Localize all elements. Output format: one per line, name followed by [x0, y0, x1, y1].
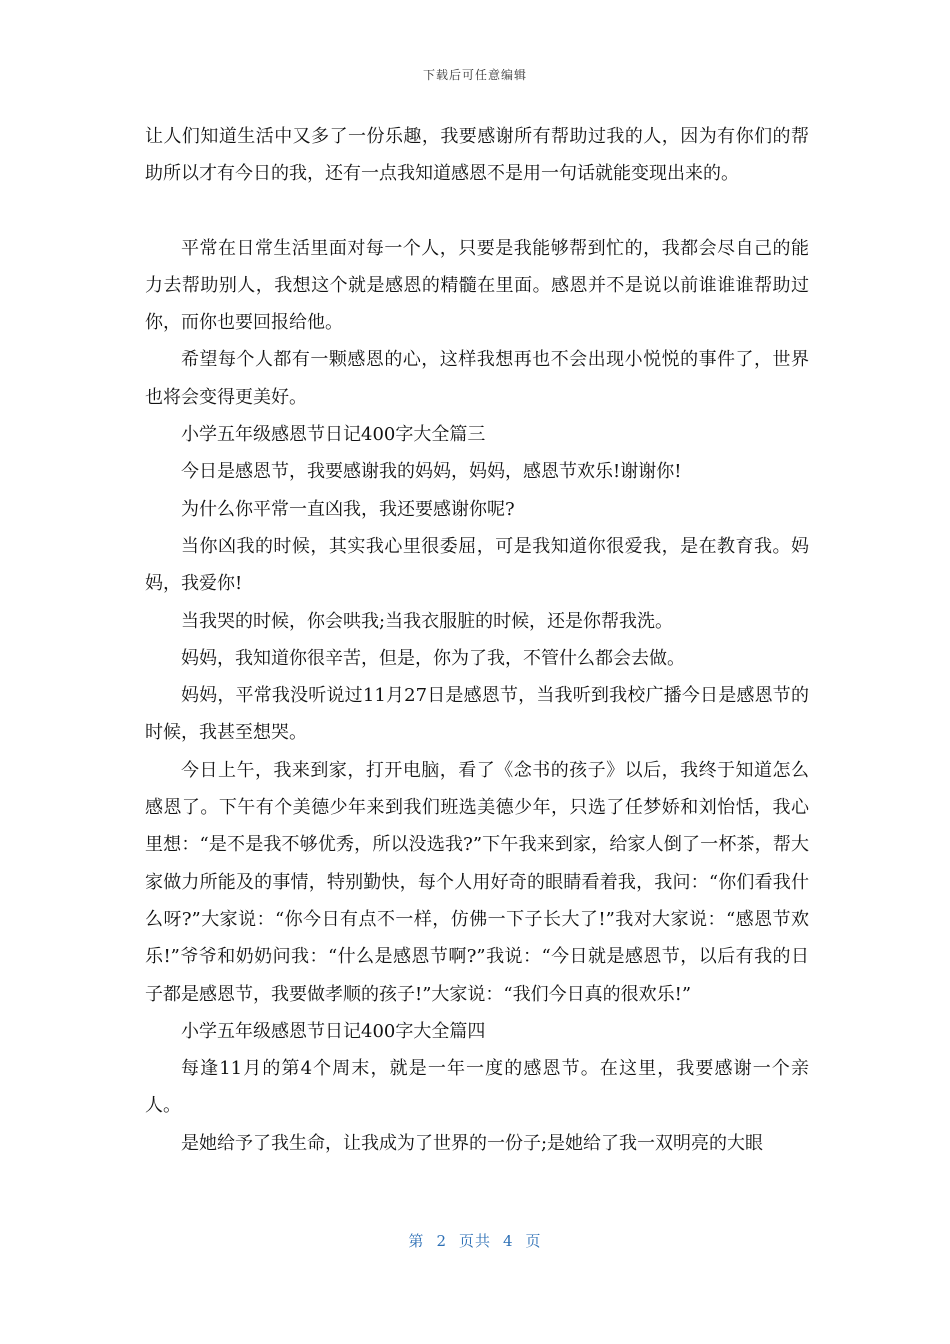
- paragraph: 妈妈，平常我没听说过11月27日是感恩节，当我听到我校广播今日是感恩节的时候，我甚至想哭。: [145, 685, 809, 744]
- page-label-prefix: 第: [408, 1232, 425, 1250]
- paragraph: 让人们知道生活中又多了一份乐趣，我要感谢所有帮助过我的人，因为有你们的帮助所以才有今日的我，还有一点我知道感恩不是用一句话就能变现出来的。: [145, 126, 809, 185]
- section-heading: 小学五年级感恩节日记400字大全篇四: [181, 1020, 486, 1042]
- paragraph-gap: [145, 193, 809, 230]
- paragraph: 每逢11月的第4个周末，就是一年一度的感恩节。在这里，我要感谢一个亲人。: [145, 1058, 809, 1117]
- paragraph: 今日上午，我来到家，打开电脑，看了《念书的孩子》以后，我终于知道怎么感恩了。下午有个美德少年来到我们班选美德少年，只选了任梦娇和刘怡恬，我心里想：“是不是我不够优秀，所以没选我?”下午我来到家，给家人倒了一杯茶，帮大家做力所能及的事情，特别勤快，每个人用好奇的眼睛看着我，我问：“你们看我什么呀?”大家说：“你今日有点不一样，仿佛一下子长大了!”我对大家说：“感恩节欢乐!”爷爷和奶奶问我：“什么是感恩节啊?”我说：“今日就是感恩节，以后有我的日子都是感恩节，我要做孝顺的孩子!”大家说：“我们今日真的很欢乐!”: [145, 759, 809, 1005]
- paragraph: 为什么你平常一直凶我，我还要感谢你呢?: [181, 498, 515, 520]
- paragraph: 当我哭的时候，你会哄我;当我衣服脏的时候，还是你帮我洗。: [181, 610, 674, 632]
- paragraph: 平常在日常生活里面对每一个人，只要是我能够帮到忙的，我都会尽自己的能力去帮助别人，我想这个就是感恩的精髓在里面。感恩并不是说以前谁谁谁帮助过你，而你也要回报给他。: [145, 237, 809, 334]
- paragraph: 今日是感恩节，我要感谢我的妈妈，妈妈，感恩节欢乐!谢谢你!: [181, 461, 682, 483]
- section-heading: 小学五年级感恩节日记400字大全篇三: [181, 424, 486, 446]
- page-header-note: 下载后可任意编辑: [422, 68, 527, 82]
- page-label-suffix: 页: [525, 1232, 542, 1250]
- paragraph: 妈妈，我知道你很辛苦，但是，你为了我，不管什么都会去做。: [181, 647, 685, 669]
- document-body: [145, 118, 809, 1162]
- current-page-number: 2: [436, 1232, 447, 1250]
- paragraph: 希望每个人都有一颗感恩的心，这样我想再也不会出现小悦悦的事件了，世界也将会变得更美好。: [145, 349, 809, 408]
- paragraph: 是她给予了我生命，让我成为了世界的一份子;是她给了我一双明亮的大眼: [181, 1132, 764, 1154]
- paragraph: 当你凶我的时候，其实我心里很委屈，可是我知道你很爱我，是在教育我。妈妈，我爱你!: [145, 535, 809, 595]
- page-label-middle: 页共: [458, 1232, 491, 1250]
- page-footer: [0, 1230, 950, 1251]
- total-pages-number: 4: [503, 1232, 514, 1250]
